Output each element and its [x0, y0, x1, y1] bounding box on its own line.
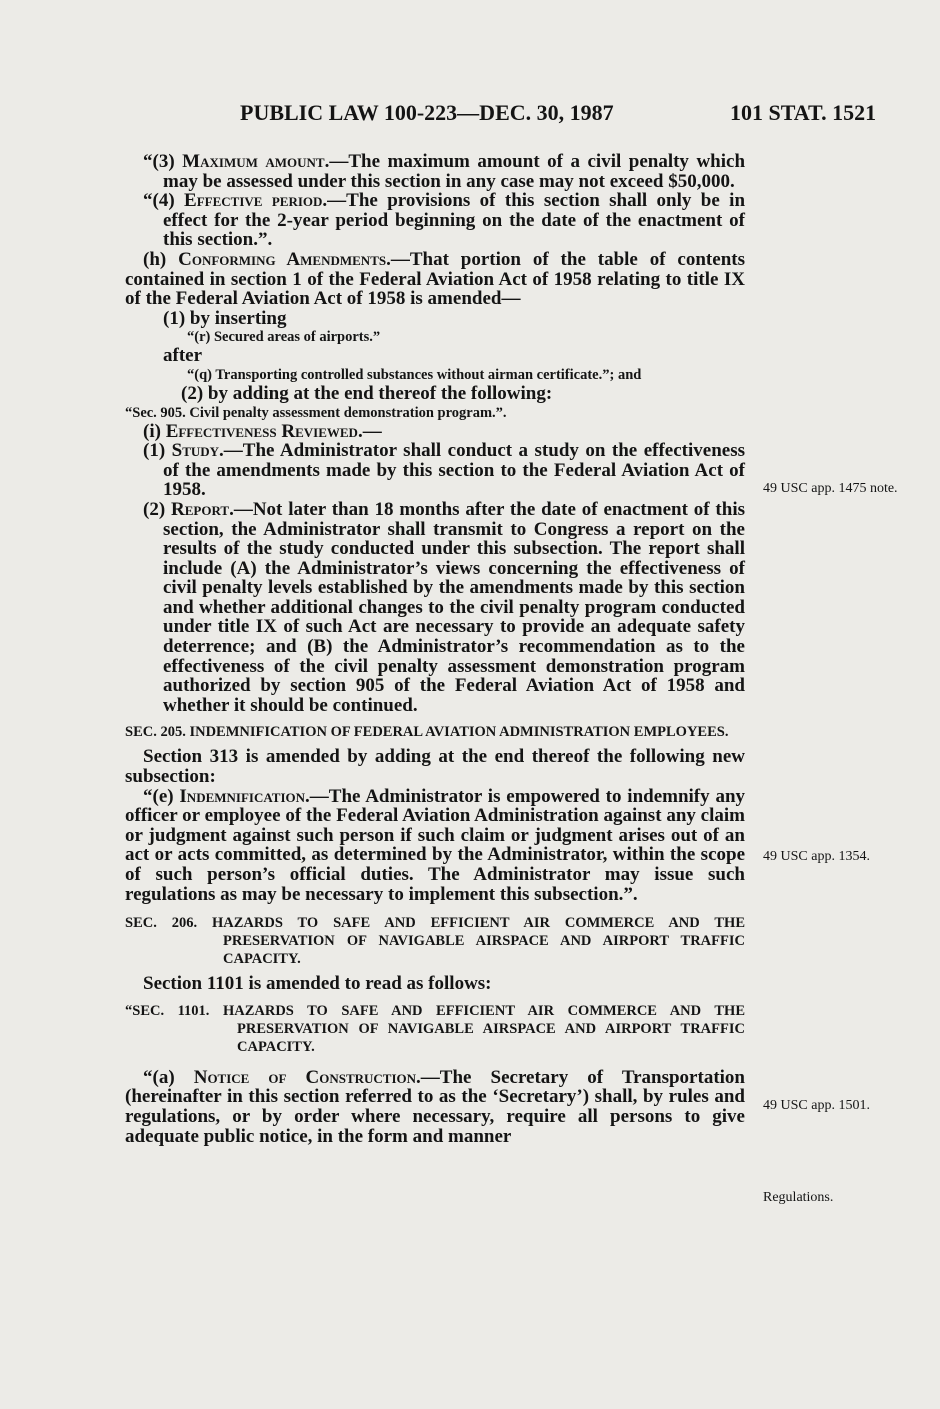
paragraph-study: (1) Study.—The Administrator shall conduct a study on the effectiveness of the amendments made by this section to the Federal Aviation Act of 1958.	[143, 440, 745, 501]
paragraph-conforming-amendments: (h) Conforming Amendments.—That portion of the table of contents contained in section 1 of the Federal Aviation Act of 1958 relating to title IX of the Federal Aviation Act of 1958 is amended—	[125, 248, 745, 310]
paragraph-effective-period: “(4) Effective period.—The provisions of this section shall only be in effect for the 2-year period beginning on the date of the enactment of this section.”.	[143, 190, 746, 251]
quote-secured-areas: “(r) Secured areas of airports.”	[187, 329, 381, 346]
section-heading-205: SEC. 205. INDEMNIFICATION OF FEDERAL AVIATION ADMINISTRATION EMPLOYEES.	[125, 724, 729, 741]
section-heading-1101: “SEC. 1101. HAZARDS TO SAFE AND EFFICIENT AIR COMMERCE AND THE PRESERVATION OF NAVIGABLE AIRSPACE AND AIRPORT TRAFFIC CAPACITY.	[125, 1002, 745, 1055]
margin-note-1501: 49 USC app. 1501.	[763, 1098, 870, 1113]
page-header-title: PUBLIC LAW 100-223—DEC. 30, 1987	[240, 100, 614, 125]
margin-note-1354: 49 USC app. 1354.	[763, 849, 870, 864]
page-header-stat: 101 STAT. 1521	[730, 100, 877, 125]
paragraph-by-adding: (2) by adding at the end thereof the following:	[181, 382, 553, 404]
margin-note-regulations: Regulations.	[763, 1190, 834, 1205]
paragraph-section-313: Section 313 is amended by adding at the end thereof the following new subsection:	[125, 746, 745, 788]
paragraph-after: after	[163, 345, 203, 367]
paragraph-maximum-amount: “(3) Maximum amount.—The maximum amount of a civil penalty which may be assessed under this section in any case may not exceed $50,000.	[143, 151, 746, 192]
paragraph-effectiveness-reviewed: (i) Effectiveness Reviewed.—	[143, 420, 382, 442]
paragraph-report: (2) Report.—Not later than 18 months after the date of enactment of this section, the Administrator shall transmit to Congress a report on the results of the study conducted under this subsection. The report shall include (A) the Administrator’s views concerning the effectiveness of civil penalty levels established by the amendments made by this section and whether additional changes to the civil penalty program conducted under title IX of such Act are necessary to provide an adequate safety deterrence; and (B) the Administrator’s recommendation as to the effectiveness of the civil penalty assessment demonstration program authorized by section 905 of the Federal Aviation Act of 1958 and whether it should be continued.	[143, 498, 745, 716]
margin-note-1475: 49 USC app. 1475 note.	[763, 481, 898, 496]
quote-sec-905: “Sec. 905. Civil penalty assessment demonstration program.”.	[125, 404, 507, 421]
paragraph-section-1101: Section 1101 is amended to read as follows:	[143, 973, 492, 995]
quote-transporting-substances: “(q) Transporting controlled substances without airman certificate.”; and	[187, 366, 642, 383]
paragraph-indemnification: “(e) Indemnification.—The Administrator is empowered to indemnify any officer or employee of the Federal Aviation Administration against any claim or judgment against such person if such claim or judgment arises out of an act or acts committed, as determined by the Administrator, within the scope of such person’s official duties. The Administrator may issue such regulations as may be necessary to implement this subsection.”.	[125, 785, 746, 905]
paragraph-notice-of-construction: “(a) Notice of Construction.—The Secretary of Transportation (hereinafter in this section referred to as the ‘Secretary’) shall, by rules and regulations, or by order where necessary, require all persons to give adequate public notice, in the form and manner	[125, 1066, 745, 1147]
paragraph-by-inserting: (1) by inserting	[163, 307, 287, 329]
section-heading-206: SEC. 206. HAZARDS TO SAFE AND EFFICIENT AIR COMMERCE AND THE PRESERVATION OF NAVIGABLE AIRSPACE AND AIRPORT TRAFFIC CAPACITY.	[125, 915, 745, 968]
document-body	[125, 152, 745, 1146]
